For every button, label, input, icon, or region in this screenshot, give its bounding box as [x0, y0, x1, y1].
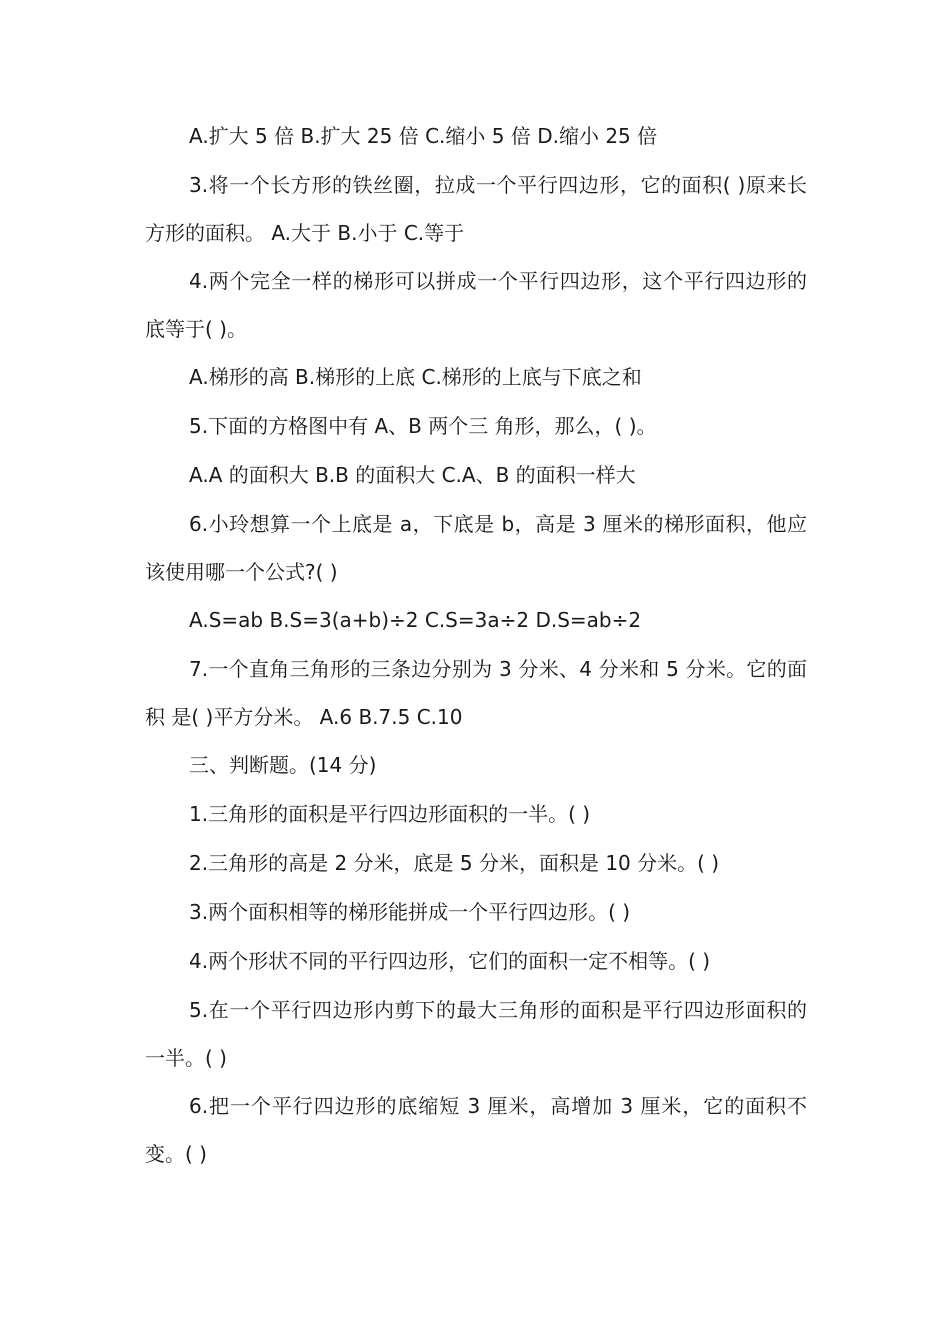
paragraph-tf-4: 4.两个形状不同的平行四边形，它们的面积一定不相等。( )	[189, 949, 711, 973]
paragraph-options-q2: A.扩大 5 倍 B.扩大 25 倍 C.缩小 5 倍 D.缩小 25 倍	[189, 124, 658, 148]
paragraph-tf-1: 1.三角形的面积是平行四边形面积的一半。( )	[189, 802, 591, 826]
paragraph-q7: 7.一个直角三角形的三条边分别为 3 分米、4 分米和 5 分米。它的面积 是( )平方分米。 A.6 B.7.5 C.10	[145, 657, 807, 729]
paragraph-q4: 4.两个完全一样的梯形可以拼成一个平行四边形，这个平行四边形的 底等于( )。	[145, 269, 814, 341]
paragraph-tf-5: 5.在一个平行四边形内剪下的最大三角形的面积是平行四边形面积的一半。( )	[145, 998, 807, 1070]
paragraph-options-q5: A.A 的面积大 B.B 的面积大 C.A、B 的面积一样大	[189, 463, 636, 487]
document-body	[145, 112, 814, 1178]
paragraph-q3: 3.将一个长方形的铁丝圈，拉成一个平行四边形，它的面积( )原来长方形的面积。 A.大于 B.小于 C.等于	[145, 173, 807, 245]
section-heading-judgement: 三、判断题。(14 分)	[189, 753, 377, 777]
paragraph-tf-2: 2.三角形的高是 2 分米，底是 5 分米，面积是 10 分米。( )	[189, 851, 720, 875]
paragraph-tf-3: 3.两个面积相等的梯形能拼成一个平行四边形。( )	[189, 900, 631, 924]
paragraph-tf-6: 6.把一个平行四边形的底缩短 3 厘米，高增加 3 厘米，它的面积不变。( )	[145, 1094, 807, 1166]
paragraph-options-q6: A.S=ab B.S=3(a+b)÷2 C.S=3a÷2 D.S=ab÷2	[189, 608, 642, 632]
paragraph-q6: 6.小玲想算一个上底是 a，下底是 b，高是 3 厘米的梯形面积，他应该使用哪一个公式?( )	[145, 512, 807, 584]
paragraph-options-q4: A.梯形的高 B.梯形的上底 C.梯形的上底与下底之和	[189, 365, 642, 389]
paragraph-q5: 5.下面的方格图中有 A、B 两个三 角形，那么，( )。	[189, 414, 657, 438]
